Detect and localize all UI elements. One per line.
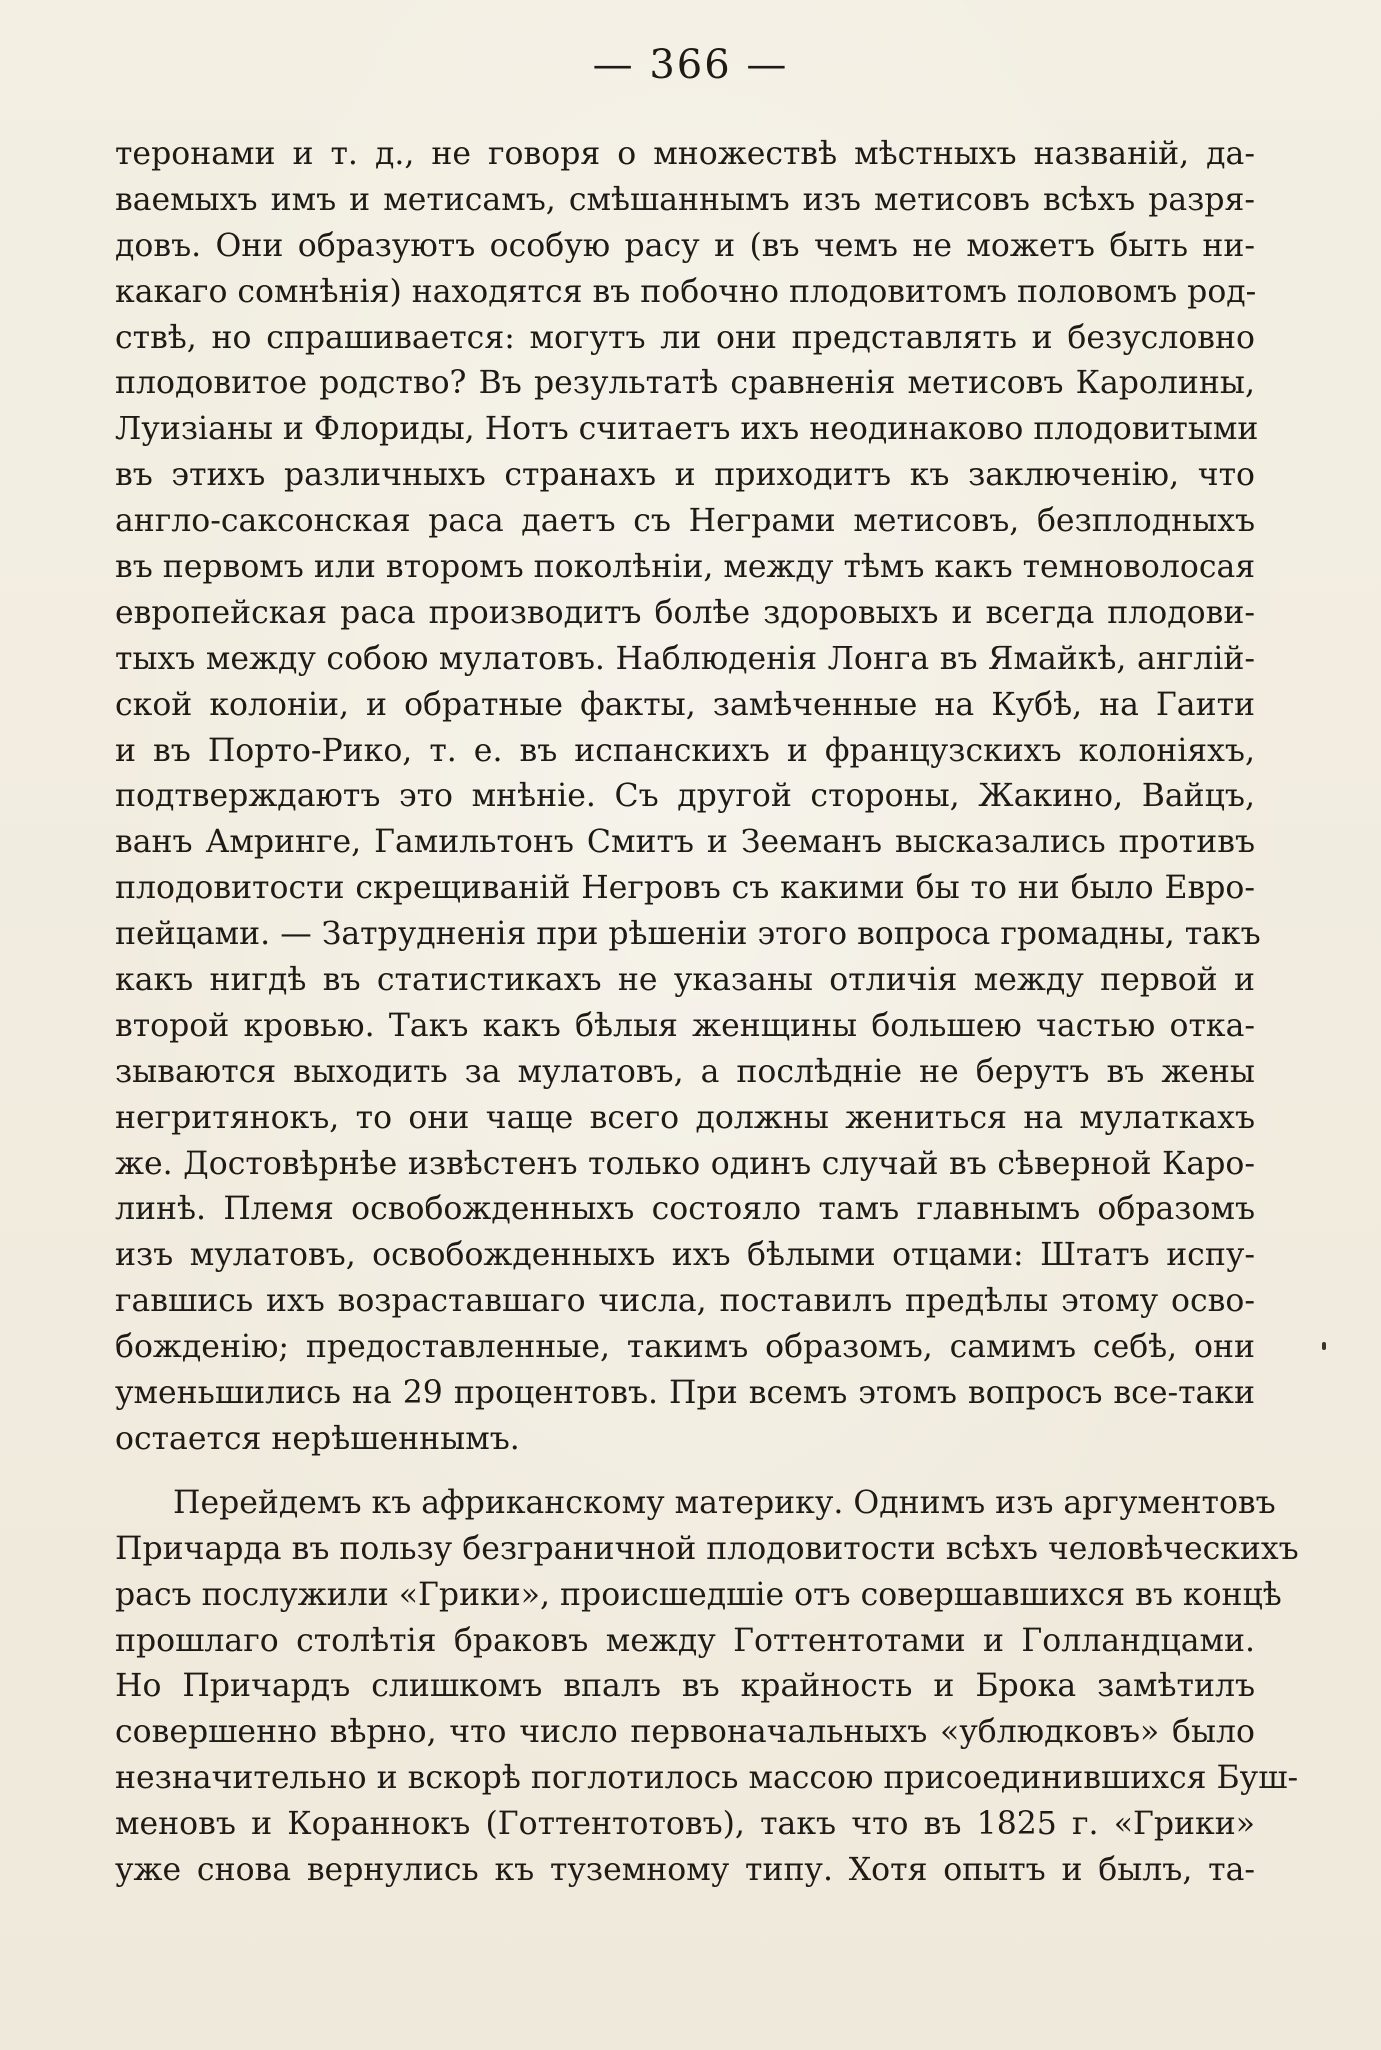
paragraph-gap — [115, 1463, 1255, 1481]
text-line: уже снова вернулись къ туземному типу. Хотя опытъ и былъ, та- — [115, 1851, 1255, 1888]
text-line: незначительно и вскорѣ поглотилось массою присоединившихся Буш- — [115, 1760, 1299, 1797]
paragraph — [115, 132, 1261, 1463]
text-line: европейская раса производитъ болѣе здоровыхъ и всегда плодови- — [115, 594, 1255, 631]
text-line: въ первомъ или второмъ поколѣніи, между тѣмъ какъ темноволосая — [115, 549, 1256, 586]
paragraph — [115, 1481, 1299, 1894]
text-line: какаго сомнѣнія) находятся въ побочно плодовитомъ половомъ род- — [115, 273, 1257, 310]
text-line: подтверждаютъ это мнѣніе. Съ другой стороны, Жакино, Вайцъ, — [115, 778, 1255, 815]
text-line: довъ. Они образуютъ особую расу и (въ чемъ не можетъ быть ни- — [115, 227, 1255, 264]
text-line: Но Причардъ слишкомъ впалъ въ крайность и Брока замѣтилъ — [115, 1668, 1255, 1705]
text-line: негритянокъ, то они чаще всего должны жениться на мулаткахъ — [115, 1099, 1255, 1136]
text-line: остается нерѣшеннымъ. — [115, 1420, 520, 1457]
text-line: Луизіаны и Флориды, Нотъ считаетъ ихъ неодинаково плодовитыми — [115, 411, 1259, 448]
text-line: какъ нигдѣ въ статистикахъ не указаны отличія между первой и — [115, 962, 1255, 999]
page-number: — 366 — — [592, 42, 789, 88]
body-text — [115, 132, 1299, 1894]
text-line: изъ мулатовъ, освобожденныхъ ихъ бѣлыми отцами: Штатъ испу- — [115, 1237, 1255, 1274]
text-line: линѣ. Племя освобожденныхъ состояло тамъ главнымъ образомъ — [115, 1191, 1255, 1228]
text-line: прошлаго столѣтія браковъ между Готтентотами и Голландцами. — [115, 1622, 1255, 1659]
text-line: ствѣ, но спрашивается: могутъ ли они представлять и безусловно — [115, 319, 1255, 356]
text-line: англо-саксонская раса даетъ съ Неграми метисовъ, безплодныхъ — [115, 503, 1255, 540]
text-line: Перейдемъ къ африканскому материку. Однимъ изъ аргументовъ — [173, 1484, 1276, 1521]
text-line: гавшись ихъ возраставшаго числа, поставилъ предѣлы этому осво- — [115, 1283, 1255, 1320]
text-line: плодовитости скрещиваній Негровъ съ какими бы то ни было Евро- — [115, 870, 1255, 907]
text-line: второй кровью. Такъ какъ бѣлыя женщины большею частью отка- — [115, 1007, 1255, 1044]
ink-speck — [1322, 1342, 1326, 1350]
text-line: ваемыхъ имъ и метисамъ, смѣшаннымъ изъ метисовъ всѣхъ разря- — [115, 181, 1255, 218]
text-line: Причарда въ пользу безграничной плодовитости всѣхъ человѣческихъ — [115, 1530, 1299, 1567]
text-line: меновъ и Кораннокъ (Готтентотовъ), такъ что въ 1825 г. «Грики» — [115, 1806, 1255, 1843]
text-line: совершенно вѣрно, что число первоначальныхъ «ублюдковъ» было — [115, 1714, 1255, 1751]
text-line: ванъ Амринге, Гамильтонъ Смитъ и Зееманъ высказались противъ — [115, 824, 1255, 861]
text-line: уменьшились на 29 процентовъ. При всемъ этомъ вопросъ все-таки — [115, 1375, 1255, 1412]
text-line: расъ послужили «Грики», происшедшіе отъ совершавшихся въ концѣ — [115, 1576, 1282, 1613]
text-line: божденію; предоставленные, такимъ образомъ, самимъ себѣ, они — [115, 1329, 1255, 1366]
text-line: ской колоніи, и обратные факты, замѣченные на Кубѣ, на Гаити — [115, 686, 1255, 723]
text-line: въ этихъ различныхъ странахъ и приходитъ къ заключенію, что — [115, 457, 1255, 494]
text-line: и въ Порто-Рико, т. е. въ испанскихъ и французскихъ колоніяхъ, — [115, 732, 1255, 769]
text-line: плодовитое родство? Въ результатѣ сравненія метисовъ Каролины, — [115, 365, 1255, 402]
text-line: пейцами. — Затрудненія при рѣшеніи этого вопроса громадны, такъ — [115, 916, 1261, 953]
text-line: теронами и т. д., не говоря о множествѣ мѣстныхъ названій, да- — [115, 136, 1255, 172]
text-line: же. Достовѣрнѣе извѣстенъ только одинъ случай въ сѣверной Каро- — [115, 1145, 1255, 1182]
text-line: тыхъ между собою мулатовъ. Наблюденія Лонга въ Ямайкѣ, англій- — [115, 640, 1255, 677]
text-line: зываются выходить за мулатовъ, а послѣдніе не берутъ въ жены — [115, 1053, 1255, 1090]
